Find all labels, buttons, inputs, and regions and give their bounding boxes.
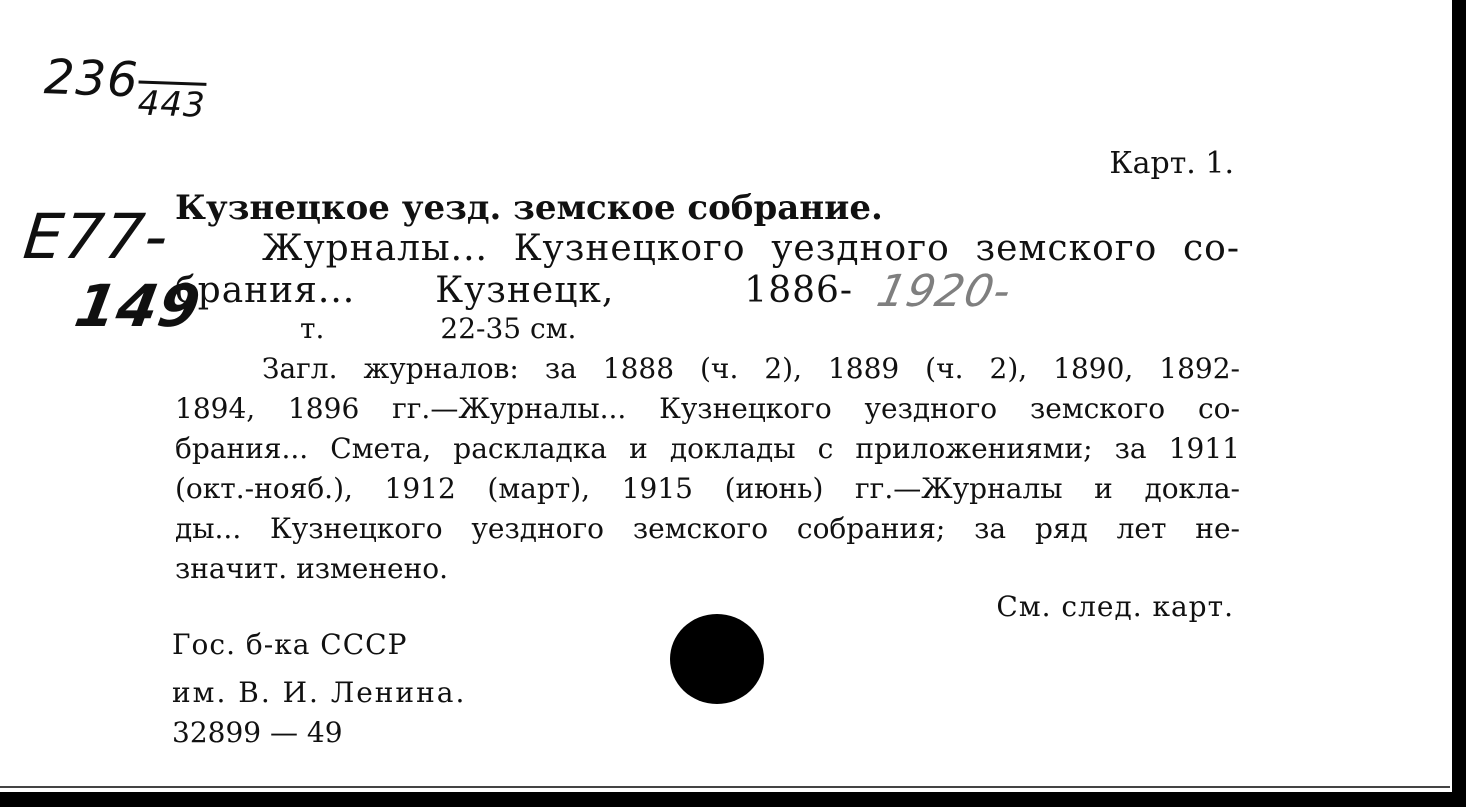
note-line-2: 1894, 1896 гг.—Журналы... Кузнецкого уездного земского со- [175,392,1240,425]
note-line-1: Загл. журналов: за 1888 (ч. 2), 1889 (ч. 2), 1890, 1892- [262,352,1240,385]
title-part-brania: брания... [175,270,356,311]
card-number: Карт. 1. [1109,146,1234,181]
see-next-card: См. след. карт. [996,590,1234,623]
title-line-1: Журналы... Кузнецкого уездного земского со- [262,228,1240,269]
library-line-3: 32899 — 49 [172,716,343,749]
note-line-6: значит. изменено. [175,552,449,585]
title-volumes: т. [300,312,325,345]
handwritten-code-1: E77- [20,200,173,273]
card-right-edge [1452,0,1466,807]
handwritten-year-end: 1920- [872,266,1017,317]
handwritten-shelf-mark [43,49,207,126]
library-line-2: им. В. И. Ленина. [172,676,467,709]
shelf-mark-sub: 443 [137,83,207,126]
title-year-start: 1886- [744,270,854,311]
card-bottom-edge [0,792,1466,807]
title-line-3 [300,312,1365,345]
note-line-4: (окт.-нояб.), 1912 (март), 1915 (июнь) гг.—Журналы и докла- [175,472,1240,505]
title-line-2 [175,270,1240,311]
title-size: 22-35 см. [440,312,577,345]
shelf-mark-main: 236 [43,49,140,109]
title-place: Кузнецк, [435,270,615,311]
note-line-5: ды... Кузнецкого уездного земского собрания; за ряд лет не- [175,512,1240,545]
note-line-3: брания... Смета, раскладка и доклады с приложениями; за 1911 [175,432,1240,465]
handwritten-code-2: 149 [70,272,207,340]
punch-hole [670,614,764,704]
card-bottom-line [0,786,1450,788]
card-heading: Кузнецкое уезд. земское собрание. [175,188,883,228]
library-line-1: Гос. б-ка СССР [172,628,408,661]
